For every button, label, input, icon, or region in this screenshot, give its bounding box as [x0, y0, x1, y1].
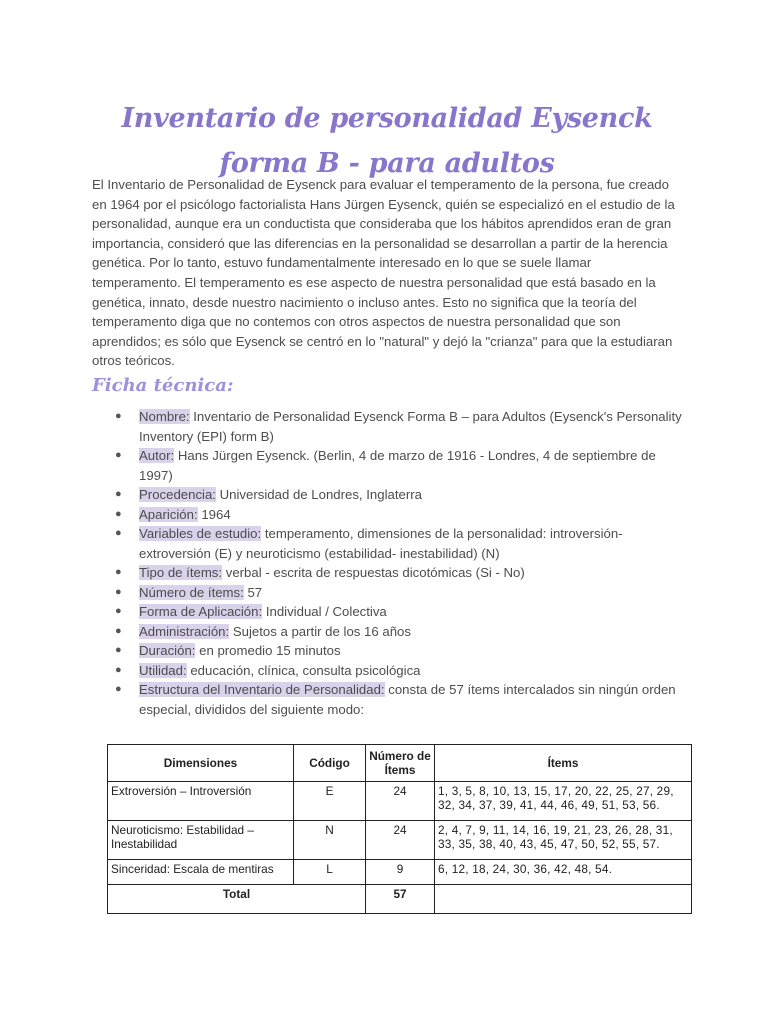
- spec-label: Tipo de ítems:: [139, 565, 223, 580]
- list-item: [92, 407, 682, 446]
- list-item: [92, 583, 682, 603]
- header-codigo: Código: [294, 745, 366, 782]
- list-item: [92, 485, 682, 505]
- list-item: [92, 505, 682, 525]
- cell-code: E: [294, 782, 366, 821]
- list-item: [92, 602, 682, 622]
- list-item: [92, 622, 682, 642]
- cell-count: 24: [366, 821, 435, 860]
- dimensions-table: [107, 744, 692, 914]
- table-total-row: [108, 885, 692, 914]
- cell-dimension: Extroversión – Introversión: [108, 782, 294, 821]
- bullet-icon: ●: [115, 507, 122, 520]
- spec-label: Utilidad:: [139, 662, 187, 678]
- cell-count: 9: [366, 860, 435, 885]
- spec-value: Universidad de Londres, Inglaterra: [215, 487, 422, 502]
- spec-label: Procedencia:: [139, 487, 216, 502]
- list-item: [92, 661, 682, 681]
- cell-code: N: [294, 821, 366, 860]
- spec-value: consta de 57 ítems intercalados sin ningún orden especial, divididos del siguiente modo:: [139, 682, 676, 717]
- total-label: Total: [108, 885, 366, 914]
- spec-label: Autor:: [139, 448, 175, 463]
- list-item: [92, 641, 682, 661]
- bullet-icon: ●: [115, 624, 122, 637]
- table-row: [108, 782, 692, 821]
- list-item: [92, 563, 682, 583]
- table-row: [108, 821, 692, 860]
- spec-value: 57: [243, 584, 263, 600]
- technical-sheet-list: [92, 407, 682, 719]
- bullet-icon: ●: [115, 410, 122, 422]
- intro-paragraph: El Inventario de Personalidad de Eysenck para evaluar el temperamento de la persona, fue creado en 1964 por el psicólogo factorialista Hans Jürgen Eysenck, quién se especializó en el estudio de la personalidad, aunque era un conductista que consideraba que los hábitos aprendidos eran de gran importancia, consideró que las diferencias en la personalidad se desarrollan a partir de la herencia genética. Por lo tanto, estuvo fundamentalmente interesado en lo que se suele llamar temperamento. El temperamento es ese aspecto de nuestra personalidad que está basado en la genética, innato, desde nuestro nacimiento o incluso antes. Esto no significa que la teoría del temperamento diga que no contemos con otros aspectos de nuestra personalidad que son aprendidos; es sólo que Eysenck se centró en lo "natural" y dejó la "crianza" para que la estudiaran otros teóricos.: [92, 177, 675, 369]
- cell-dimension: Neuroticismo: Estabilidad – Inestabilidad: [108, 821, 294, 860]
- spec-value: temperamento, dimensiones de la personalidad: introversión-extroversión (E) y neuroticismo (estabilidad- inestabilidad) (N): [139, 526, 623, 561]
- cell-code: L: [294, 860, 366, 885]
- spec-label: Variables de estudio:: [139, 526, 262, 541]
- spec-label: Número de ítems:: [139, 584, 244, 600]
- bullet-icon: ●: [115, 663, 122, 676]
- bullet-icon: ●: [115, 683, 122, 695]
- table-header-row: [108, 745, 692, 782]
- empty-cell: [435, 885, 692, 914]
- list-item: [92, 446, 682, 485]
- spec-value: Sujetos a partir de los 16 años: [229, 623, 411, 639]
- bullet-icon: ●: [115, 644, 122, 656]
- spec-value: Individual / Colectiva: [262, 604, 387, 619]
- cell-count: 24: [366, 782, 435, 821]
- bullet-icon: ●: [115, 605, 122, 617]
- page-title: Inventario de personalidad Eysenck forma B - para adultos: [121, 103, 653, 179]
- cell-items: 2, 4, 7, 9, 11, 14, 16, 19, 21, 23, 26, 28, 31, 33, 35, 38, 40, 43, 45, 47, 50, 52, 55, 57.: [435, 821, 692, 860]
- spec-label: Estructura del Inventario de Personalidad:: [139, 682, 385, 697]
- spec-value: Hans Jürgen Eysenck. (Berlin, 4 de marzo de 1916 - Londres, 4 de septiembre de 1997): [139, 448, 656, 483]
- spec-value: verbal - escrita de respuestas dicotómicas (Si - No): [222, 565, 525, 580]
- bullet-icon: ●: [115, 566, 122, 578]
- spec-label: Aparición:: [139, 506, 198, 522]
- spec-label: Nombre:: [139, 409, 190, 424]
- bullet-icon: ●: [115, 488, 122, 500]
- spec-label: Duración:: [139, 643, 196, 658]
- header-items: Ítems: [435, 745, 692, 782]
- bullet-icon: ●: [115, 449, 122, 461]
- spec-value: en promedio 15 minutos: [195, 643, 341, 658]
- list-item: [92, 524, 682, 563]
- cell-items: 1, 3, 5, 8, 10, 13, 15, 17, 20, 22, 25, 27, 29, 32, 34, 37, 39, 41, 44, 46, 49, 51, 53, 56.: [435, 782, 692, 821]
- spec-label: Administración:: [139, 623, 230, 639]
- bullet-icon: ●: [115, 527, 122, 539]
- table-row: [108, 860, 692, 885]
- cell-dimension: Sinceridad: Escala de mentiras: [108, 860, 294, 885]
- total-value: 57: [366, 885, 435, 914]
- spec-value: educación, clínica, consulta psicológica: [186, 662, 421, 678]
- header-numero-items: Número de Ítems: [366, 745, 435, 782]
- header-dimensiones: Dimensiones: [108, 745, 294, 782]
- cell-items: 6, 12, 18, 24, 30, 36, 42, 48, 54.: [435, 860, 692, 885]
- list-item: [92, 680, 682, 719]
- spec-value: Inventario de Personalidad Eysenck Forma B – para Adultos (Eysenck's Personality Inventory (EPI) form B): [139, 409, 682, 444]
- bullet-icon: ●: [115, 585, 122, 598]
- section-heading-ficha-tecnica: Ficha técnica:: [92, 375, 234, 396]
- spec-label: Forma de Aplicación:: [139, 604, 263, 619]
- spec-value: 1964: [197, 506, 231, 522]
